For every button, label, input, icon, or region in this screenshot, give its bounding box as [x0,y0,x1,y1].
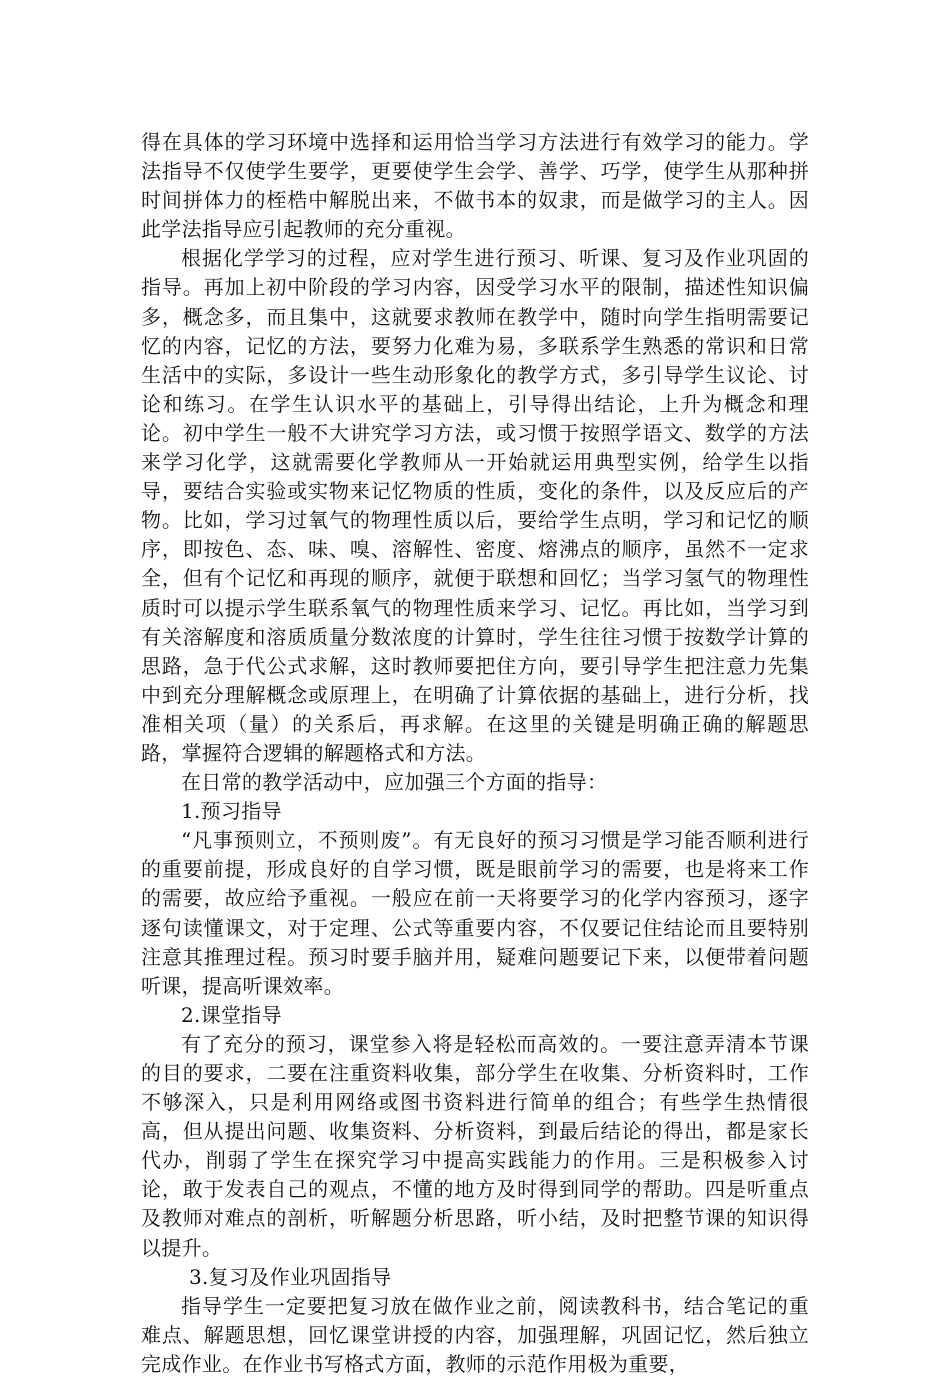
section-heading-review: 3.复习及作业巩固指导 [189,1264,392,1289]
paragraph-classroom: 有了充分的预习，课堂参入将是轻松而高效的。一要注意弄清本节课的目的要求，二要在注重资料收集，部分学生在收集、分析资料时，工作不够深入，只是利用网络或图书资料进行简单的组合；有些学生热情很高，但从提出问题、收集资料、分析资料，到最后结论的得出，都是家长代办，削弱了学生在探究学习中提高实践能力的作用。三是积极参入讨论，敢于发表自己的观点，不懂的地方及时得到同学的帮助。四是听重点及教师对难点的剖析，听解题分析思路，听小结，及时把整节课的知识得以提升。 [141,1031,809,1260]
paragraph-review: 指导学生一定要把复习放在做作业之前，阅读教科书，结合笔记的重难点、解题思想，回忆课堂讲授的内容，加强理解，巩固记忆，然后独立完成作业。在作业书写格式方面，教师的示范作用极为重要， [141,1293,809,1376]
paragraph-continued: 得在具体的学习环境中选择和运用恰当学习方法进行有效学习的能力。学法指导不仅使学生要学，更要使学生会学、善学、巧学，使学生从那种拼时间拼体力的桎梏中解脱出来，不做书本的奴隶，而是做学习的主人。因此学法指导应引起教师的充分重视。 [141,130,809,242]
paragraph-learning-process: 根据化学学习的过程，应对学生进行预习、听课、复习及作业巩固的指导。再加上初中阶段的学习内容，因受学习水平的限制，描述性知识偏多，概念多，而且集中，这就要求教师在教学中，随时向学生指明需要记忆的内容，记忆的方法，要努力化难为易，多联系学生熟悉的常识和日常生活中的实际，多设计一些生动形象化的教学方式，多引导学生议论、讨论和练习。在学生认识水平的基础上，引导得出结论，上升为概念和理论。初中学生一般不大讲究学习方法，或习惯于按照学语文、数学的方法来学习化学，这就需要化学教师从一开始就运用典型实例，给学生以指导，要结合实验或实物来记忆物质的性质，变化的条件，以及反应后的产物。比如，学习过氧气的物理性质以后，要给学生点明，学习和记忆的顺序，即按色、态、味、嗅、溶解性、密度、熔沸点的顺序，虽然不一定求全，但有个记忆和再现的顺序，就便于联想和回忆；当学习氢气的物理性质时可以提示学生联系氧气的物理性质来学习、记忆。再比如，当学习到有关溶解度和溶质质量分数浓度的计算时，学生往往习惯于按数学计算的思路，急于代公式求解，这时教师要把住方向，要引导学生把注意力先集中到充分理解概念或原理上，在明确了计算依据的基础上，进行分析，找准相关项（量）的关系后，再求解。在这里的关键是明确正确的解题思路，掌握符合逻辑的解题格式和方法。 [141,246,809,765]
paragraph-preview: “凡事预则立，不预则废”。有无良好的预习习惯是学习能否顺利进行的重要前提，形成良好的自学习惯，既是眼前学习的需要，也是将来工作的需要，故应给予重视。一般应在前一天将要学习的化学内容预习，逐字逐句读懂课文，对于定理、公式等重要内容，不仅要记住结论而且要特别注意其推理过程。预习时要手脑并用，疑难问题要记下来，以便带着问题听课，提高听课效率。 [141,828,809,998]
document-body [141,128,809,1379]
section-heading-preview: 1.预习指导 [181,799,282,824]
section-heading-classroom: 2.课堂指导 [181,1002,282,1027]
paragraph-three-aspects: 在日常的教学活动中，应加强三个方面的指导： [181,770,608,795]
